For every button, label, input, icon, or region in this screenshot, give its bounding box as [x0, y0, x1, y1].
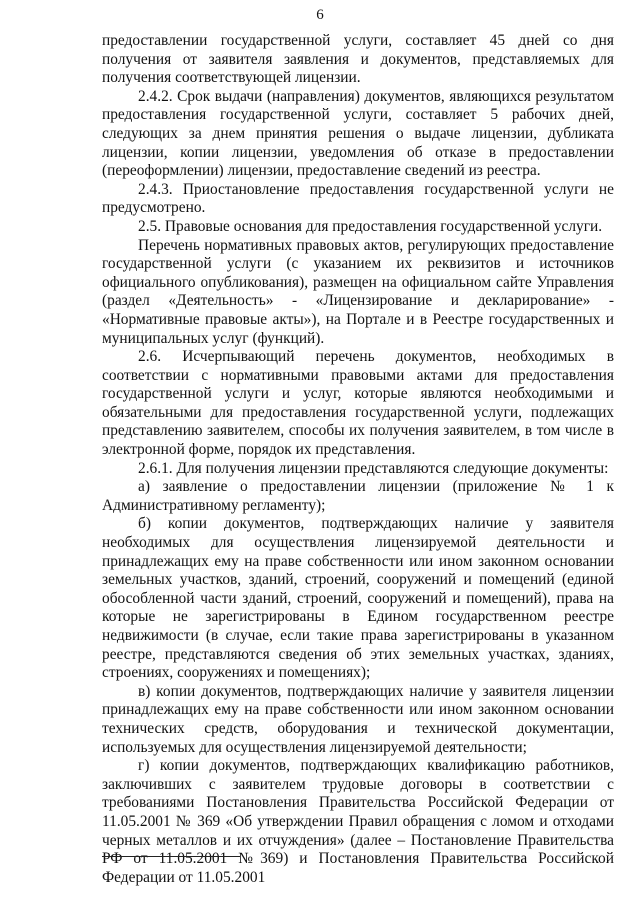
list-item-a: а) заявление о предоставлении лицензии (приложение № 1 к Административному регламенту); — [102, 478, 614, 514]
list-item-g: г) копии документов, подтверждающих квалификацию работников, заключивших с заявителем трудовые договоры в соответствии с требованиями Постановления Правительства Российской Федерации от 11.05.2001 № 369 «Об утверждении Правил обращения с ломом и отходами черных металлов и их отчуждения» (далее – Постановление Правительства РФ от 11.05.2001 №369) и Постановления Правительства Российской Федерации от 11.05.2001 — [102, 757, 614, 886]
footnote-divider — [102, 856, 240, 857]
paragraph-2-4-2: 2.4.2. Срок выдачи (направления) документов, являющихся результатом предоставления государственной услуги, составляет 5 рабочих дней, следующих за днем принятия решения о выдаче лицензии, дубликата лицензии, копии лицензии, уведомления об отказе в предоставлении (переоформлении) лицензии, предоставление сведений из реестра. — [102, 87, 614, 180]
paragraph-continuation: предоставлении государственной услуги, составляет 45 дней со дня получения от заявителя заявления и документов, представляемых для получения соответствующей лицензии. — [102, 32, 614, 87]
document-body — [102, 32, 614, 887]
paragraph-2-6: 2.6. Исчерпывающий перечень документов, необходимых в соответствии с нормативными правовыми актами для предоставления государственной услуги и услуг, которые являются необходимыми и обязательными для предоставления государственной услуги, подлежащих представлению заявителем, способы их получения заявителем, в том числе в электронной форме, порядок их представления. — [102, 348, 614, 459]
page-number: 6 — [316, 7, 324, 23]
footer-scan-marks — [102, 892, 614, 898]
paragraph-2-6-1: 2.6.1. Для получения лицензии представляются следующие документы: — [138, 459, 609, 477]
list-item-b: б) копии документов, подтверждающих наличие у заявителя необходимых для осуществления лицензируемой деятельности и принадлежащих ему на праве собственности или ином законном основании земельных участков, зданий, строений, сооружений и помещений (единой обособленной части зданий, строений, сооружений и помещений), права на которые не зарегистрированы в Едином государственном реестре недвижимости (в случае, если такие права зарегистрированы в указанном реестре, представляются сведения об этих земельных участках, зданиях, строениях, сооружениях и помещениях); — [102, 515, 614, 682]
paragraph-legal-acts: Перечень нормативных правовых актов, регулирующих предоставление государственной услуги (с указанием их реквизитов и источников официального опубликования), размещен на официальном сайте Управления (раздел «Деятельность» - «Лицензирование и декларирование» - «Нормативные правовые акты»), на Портале и в Реестре государственных и муниципальных услуг (функций). — [102, 236, 614, 347]
paragraph-2-4-3: 2.4.3. Приостановление предоставления государственной услуги не предусмотрено. — [102, 180, 614, 217]
paragraph-2-5: 2.5. Правовые основания для предоставления государственной услуги. — [138, 217, 603, 235]
list-item-v: в) копии документов, подтверждающих наличие у заявителя лицензии принадлежащих ему на праве собственности или ином законном основании технических средств, оборудования и технической документации, используемых для осуществления лицензируемой деятельности; — [102, 682, 614, 756]
